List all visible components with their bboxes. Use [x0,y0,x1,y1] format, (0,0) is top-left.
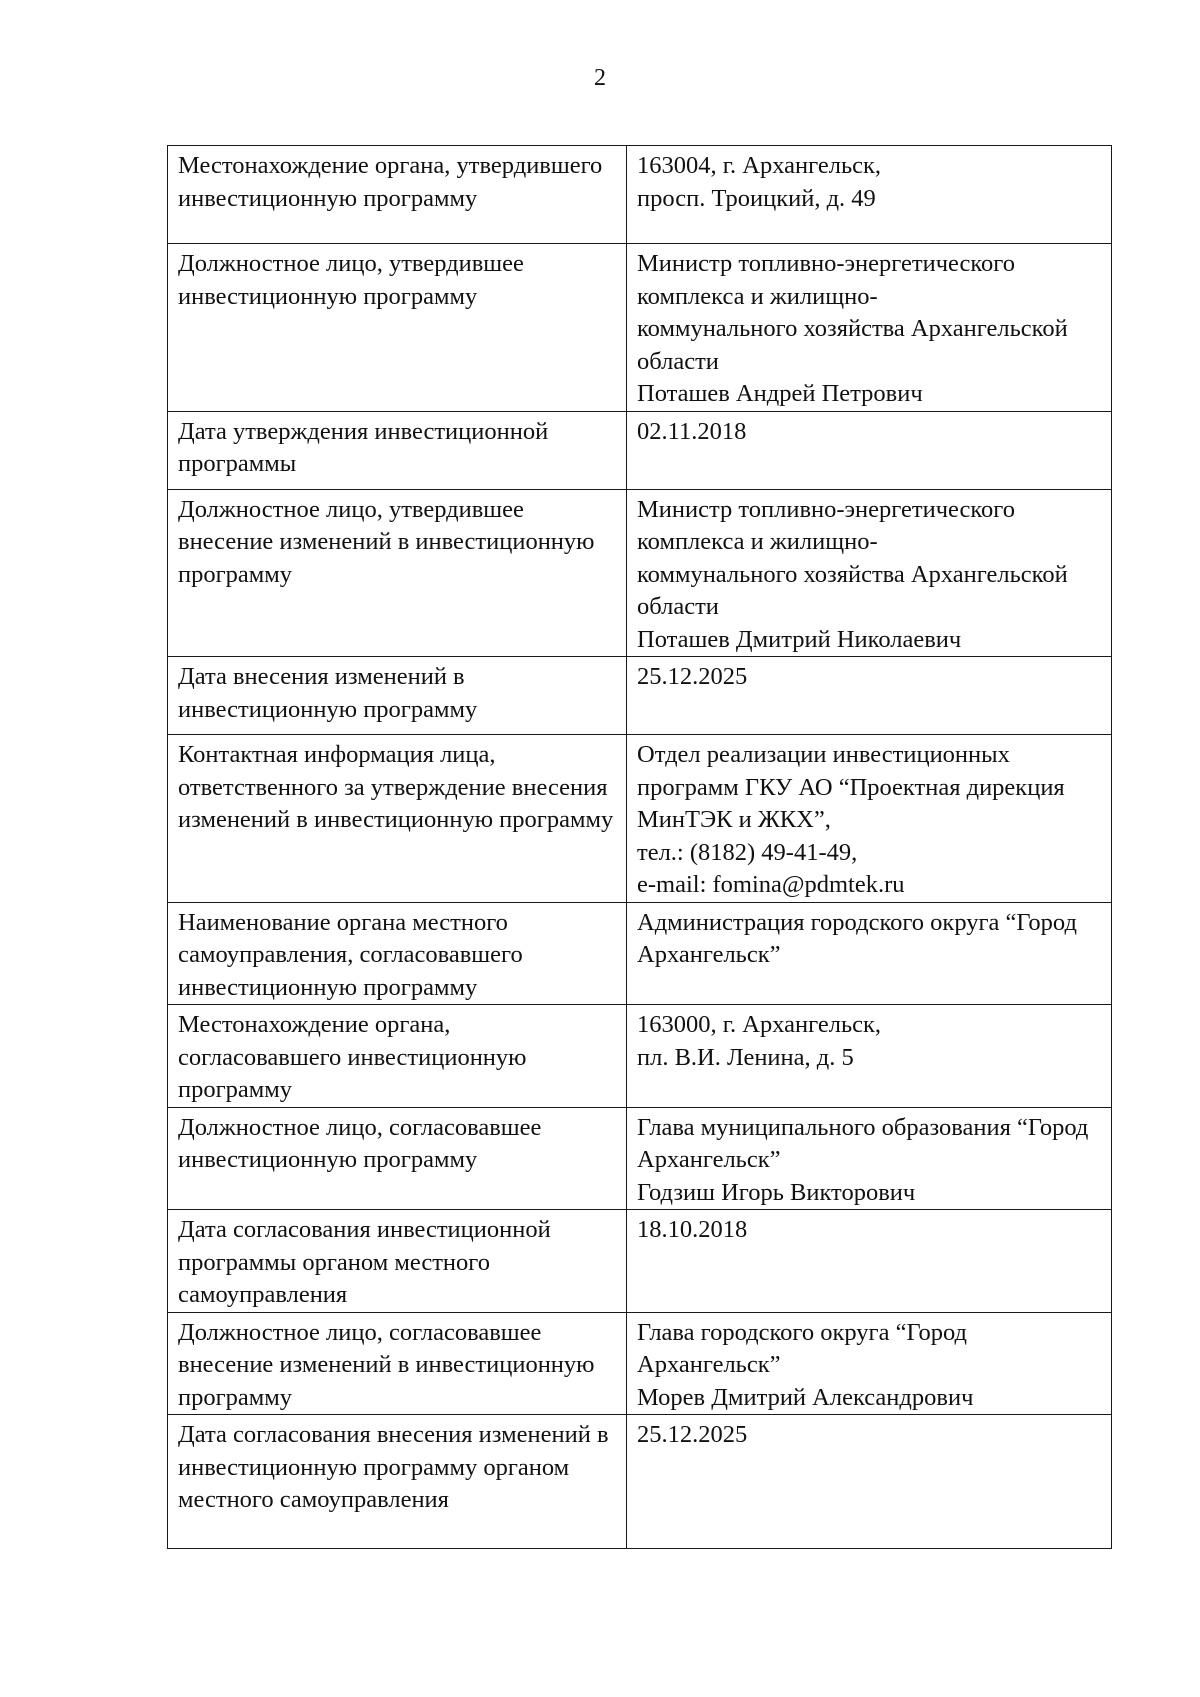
table-row [168,1005,1112,1108]
row-value: 25.12.2025 [627,657,1112,735]
investment-program-info-table [167,145,1112,1549]
row-value: Глава городского округа “Город Архангельск” Морев Дмитрий Александрович [627,1312,1112,1415]
row-label: Должностное лицо, утвердившее инвестиционную программу [168,244,627,412]
page-number: 2 [594,65,606,91]
row-label: Должностное лицо, согласовавшее инвестиционную программу [168,1107,627,1210]
row-label: Местонахождение органа, утвердившего инвестиционную программу [168,146,627,244]
table-row [168,489,1112,657]
table-row [168,735,1112,903]
table-row [168,1210,1112,1313]
table-row [168,411,1112,489]
row-label: Контактная информация лица, ответственного за утверждение внесения изменений в инвестиционную программу [168,735,627,903]
row-value: Министр топливно-энергетического комплекса и жилищно- коммунального хозяйства Архангельской области Поташев Дмитрий Николаевич [627,489,1112,657]
row-label: Должностное лицо, утвердившее внесение изменений в инвестиционную программу [168,489,627,657]
row-label: Дата согласования инвестиционной программы органом местного самоуправления [168,1210,627,1313]
row-value: 163000, г. Архангельск, пл. В.И. Ленина, д. 5 [627,1005,1112,1108]
table-row [168,1312,1112,1415]
table-row [168,902,1112,1005]
row-value: Глава муниципального образования “Город Архангельск” Годзиш Игорь Викторович [627,1107,1112,1210]
table-row [168,146,1112,244]
row-label: Должностное лицо, согласовавшее внесение изменений в инвестиционную программу [168,1312,627,1415]
row-value: Администрация городского округа “Город Архангельск” [627,902,1112,1005]
row-label: Наименование органа местного самоуправления, согласовавшего инвестиционную программу [168,902,627,1005]
row-label: Дата внесения изменений в инвестиционную программу [168,657,627,735]
row-value: Отдел реализации инвестиционных программ ГКУ АО “Проектная дирекция МинТЭК и ЖКХ”, тел.: (8182) 49-41-49, e-mail: fomina@pdmtek.ru [627,735,1112,903]
row-value: 163004, г. Архангельск, просп. Троицкий, д. 49 [627,146,1112,244]
table-row [168,1107,1112,1210]
row-label: Местонахождение органа, согласовавшего инвестиционную программу [168,1005,627,1108]
row-label: Дата согласования внесения изменений в инвестиционную программу органом местного самоуправления [168,1415,627,1549]
row-value: 02.11.2018 [627,411,1112,489]
row-value: 18.10.2018 [627,1210,1112,1313]
table-row [168,1415,1112,1549]
row-value: Министр топливно-энергетического комплекса и жилищно- коммунального хозяйства Архангельской области Поташев Андрей Петрович [627,244,1112,412]
row-label: Дата утверждения инвестиционной программы [168,411,627,489]
row-value: 25.12.2025 [627,1415,1112,1549]
table-row [168,657,1112,735]
table-row [168,244,1112,412]
